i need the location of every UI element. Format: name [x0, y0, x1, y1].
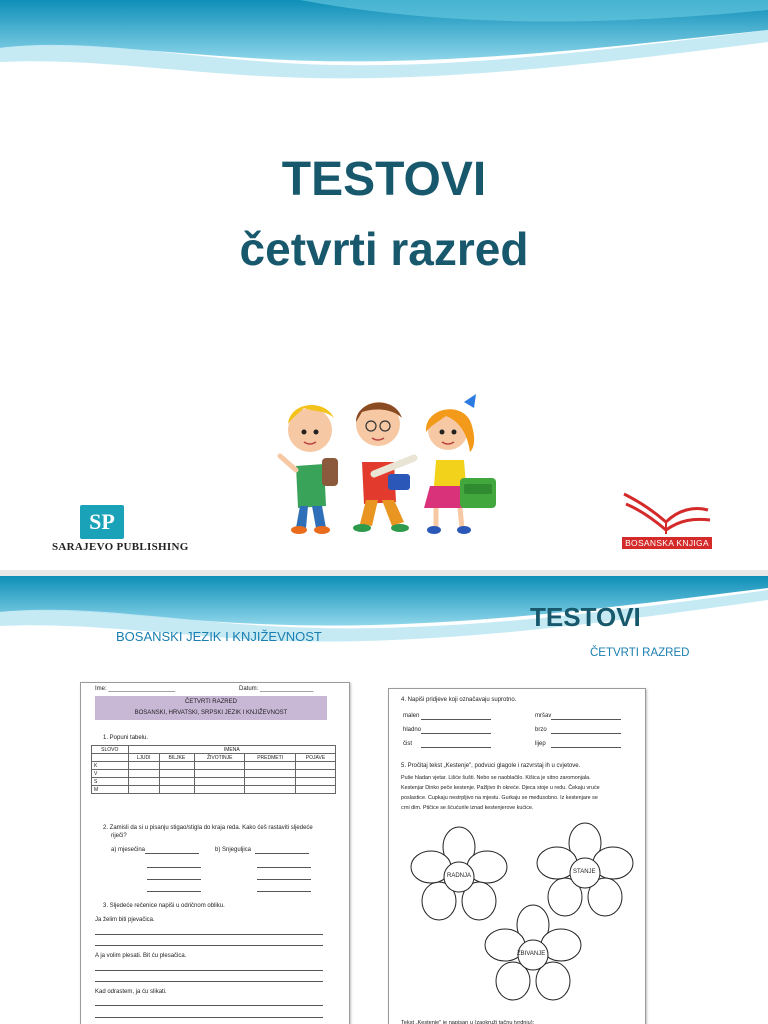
answer-line	[147, 867, 201, 868]
name-field: Ime: ____________________	[95, 686, 176, 692]
table-row	[92, 770, 336, 778]
question-1: 1. Popuni tabelu.	[103, 735, 149, 741]
subject-heading: BOSANSKI JEZIK I KNJIŽEVNOST	[116, 629, 322, 644]
sentence-1: Ja želim biti pjevačica.	[95, 917, 155, 923]
answer-line	[551, 733, 621, 734]
worksheet-page-1	[80, 682, 350, 1024]
answer-line	[147, 879, 201, 880]
answer-line	[255, 853, 309, 854]
open-book-icon	[616, 488, 716, 536]
table-row	[92, 778, 336, 786]
content-slide	[0, 576, 768, 1024]
table-sub-predmeti: PREDMETI	[245, 754, 296, 762]
story-line-4: crni dim. Ptičice se šćućurile iznad kestenjerove kućice.	[401, 805, 534, 811]
story-line-3: poslastice. Cupkaju nestrpljivo na mjestu. Gurkaju se međusobno. Iz kestenjare se	[401, 795, 598, 801]
answer-line	[421, 747, 491, 748]
slide2-title: TESTOVI	[530, 602, 641, 632]
answer-line	[145, 853, 199, 854]
answer-line	[95, 970, 323, 971]
answer-line	[147, 891, 201, 892]
question-2: 2. Zamisli da si u pisanju stigao/stigla do kraja reda. Kako ćeš rastaviti sljedeće	[103, 825, 313, 831]
pair-right-3: lijep	[535, 741, 546, 747]
question-2-cont: riječi?	[111, 833, 127, 839]
answer-line	[95, 934, 323, 935]
sentence-3: Kad odrastem, ja ću slikati.	[95, 989, 167, 995]
flower-label-zbivanje: ZBIVANJE	[517, 951, 546, 957]
answer-line	[95, 1017, 323, 1018]
table-sub-zivotinje: ŽIVOTINJE	[195, 754, 245, 762]
bk-logo-name: BOSANSKA KNJIGA	[622, 537, 712, 549]
bosanska-knjiga-logo	[616, 488, 716, 550]
question-5: 5. Pročitaj tekst „Kestenje", podvuci glagole i razvrstaj ih u cvjetove.	[401, 763, 581, 769]
answer-line	[95, 981, 323, 982]
slide-subtitle: četvrti razred	[239, 223, 529, 275]
answer-line	[257, 867, 311, 868]
sp-logo-mark: SP	[80, 505, 124, 539]
date-field: Datum: ________________	[239, 686, 314, 692]
table-sub-ljudi: LJUDI	[128, 754, 159, 762]
row-letter: M	[92, 786, 129, 794]
question-3: 3. Sljedeće rečenice napiši u odričnom obliku.	[103, 903, 225, 909]
question-4: 4. Napiši pridjeve koji označavaju suprotno.	[401, 697, 517, 703]
pair-left-2: hladno	[403, 727, 422, 733]
table-sub-biljke: BILJKE	[159, 754, 195, 762]
answer-line	[95, 1005, 323, 1006]
answer-line	[421, 733, 491, 734]
sentence-2: A ja volim plesati. Bit ću plesačica.	[95, 953, 187, 959]
row-letter: K	[92, 762, 129, 770]
answer-line	[421, 719, 491, 720]
grade-heading: ČETVRTI RAZRED	[590, 647, 690, 659]
q2-option-b: b) Snjeguljica	[215, 847, 252, 853]
row-letter: S	[92, 778, 129, 786]
table-row	[92, 762, 336, 770]
pair-right-1: mršav	[535, 713, 552, 719]
decorative-wave-top	[0, 576, 768, 656]
table-row	[92, 786, 336, 794]
table-header-imena: IMENA	[128, 746, 336, 754]
pair-left-1: malen	[403, 713, 420, 719]
answer-line	[95, 945, 323, 946]
footer-question: Tekst „Kestenje" je napisan u (zaokruži tačnu tvrdnju):	[401, 1020, 535, 1024]
names-table	[91, 745, 336, 794]
q2-option-a: a) mjesečina	[111, 847, 146, 853]
table-sub-pojave: POJAVE	[295, 754, 335, 762]
answer-line	[551, 719, 621, 720]
answer-line	[551, 747, 621, 748]
answer-line	[257, 879, 311, 880]
worksheet-page-2	[388, 688, 646, 1024]
row-letter: V	[92, 770, 129, 778]
children-illustration	[274, 378, 500, 550]
flower-label-stanje: STANJE	[573, 869, 596, 875]
sp-logo-name: SARAJEVO PUBLISHING	[52, 541, 189, 553]
table-cell	[92, 754, 129, 762]
band-subject: BOSANSKI, HRVATSKI, SRPSKI JEZIK I KNJIŽEVNOST	[134, 710, 288, 716]
story-line-1: Puše hladan vjetar. Lišće šušti. Nebo se naoblačilo. Kišica je sitno zaromonjala.	[401, 775, 591, 781]
table-header-slovo: SLOVO	[92, 746, 129, 754]
band-grade: ČETVRTI RAZRED	[185, 699, 237, 705]
story-line-2: Kestenjar Dinko peče kestenje. Pažljivo ih okreće. Djeca stoje u redu. Čekaju vruće	[401, 785, 600, 791]
pair-left-3: čist	[403, 741, 412, 747]
flower-label-radnja: RADNJA	[447, 873, 472, 879]
answer-line	[257, 891, 311, 892]
slide-title: TESTOVI	[281, 153, 487, 206]
decorative-wave-top	[0, 0, 768, 95]
pair-right-2: brzo	[535, 727, 547, 733]
